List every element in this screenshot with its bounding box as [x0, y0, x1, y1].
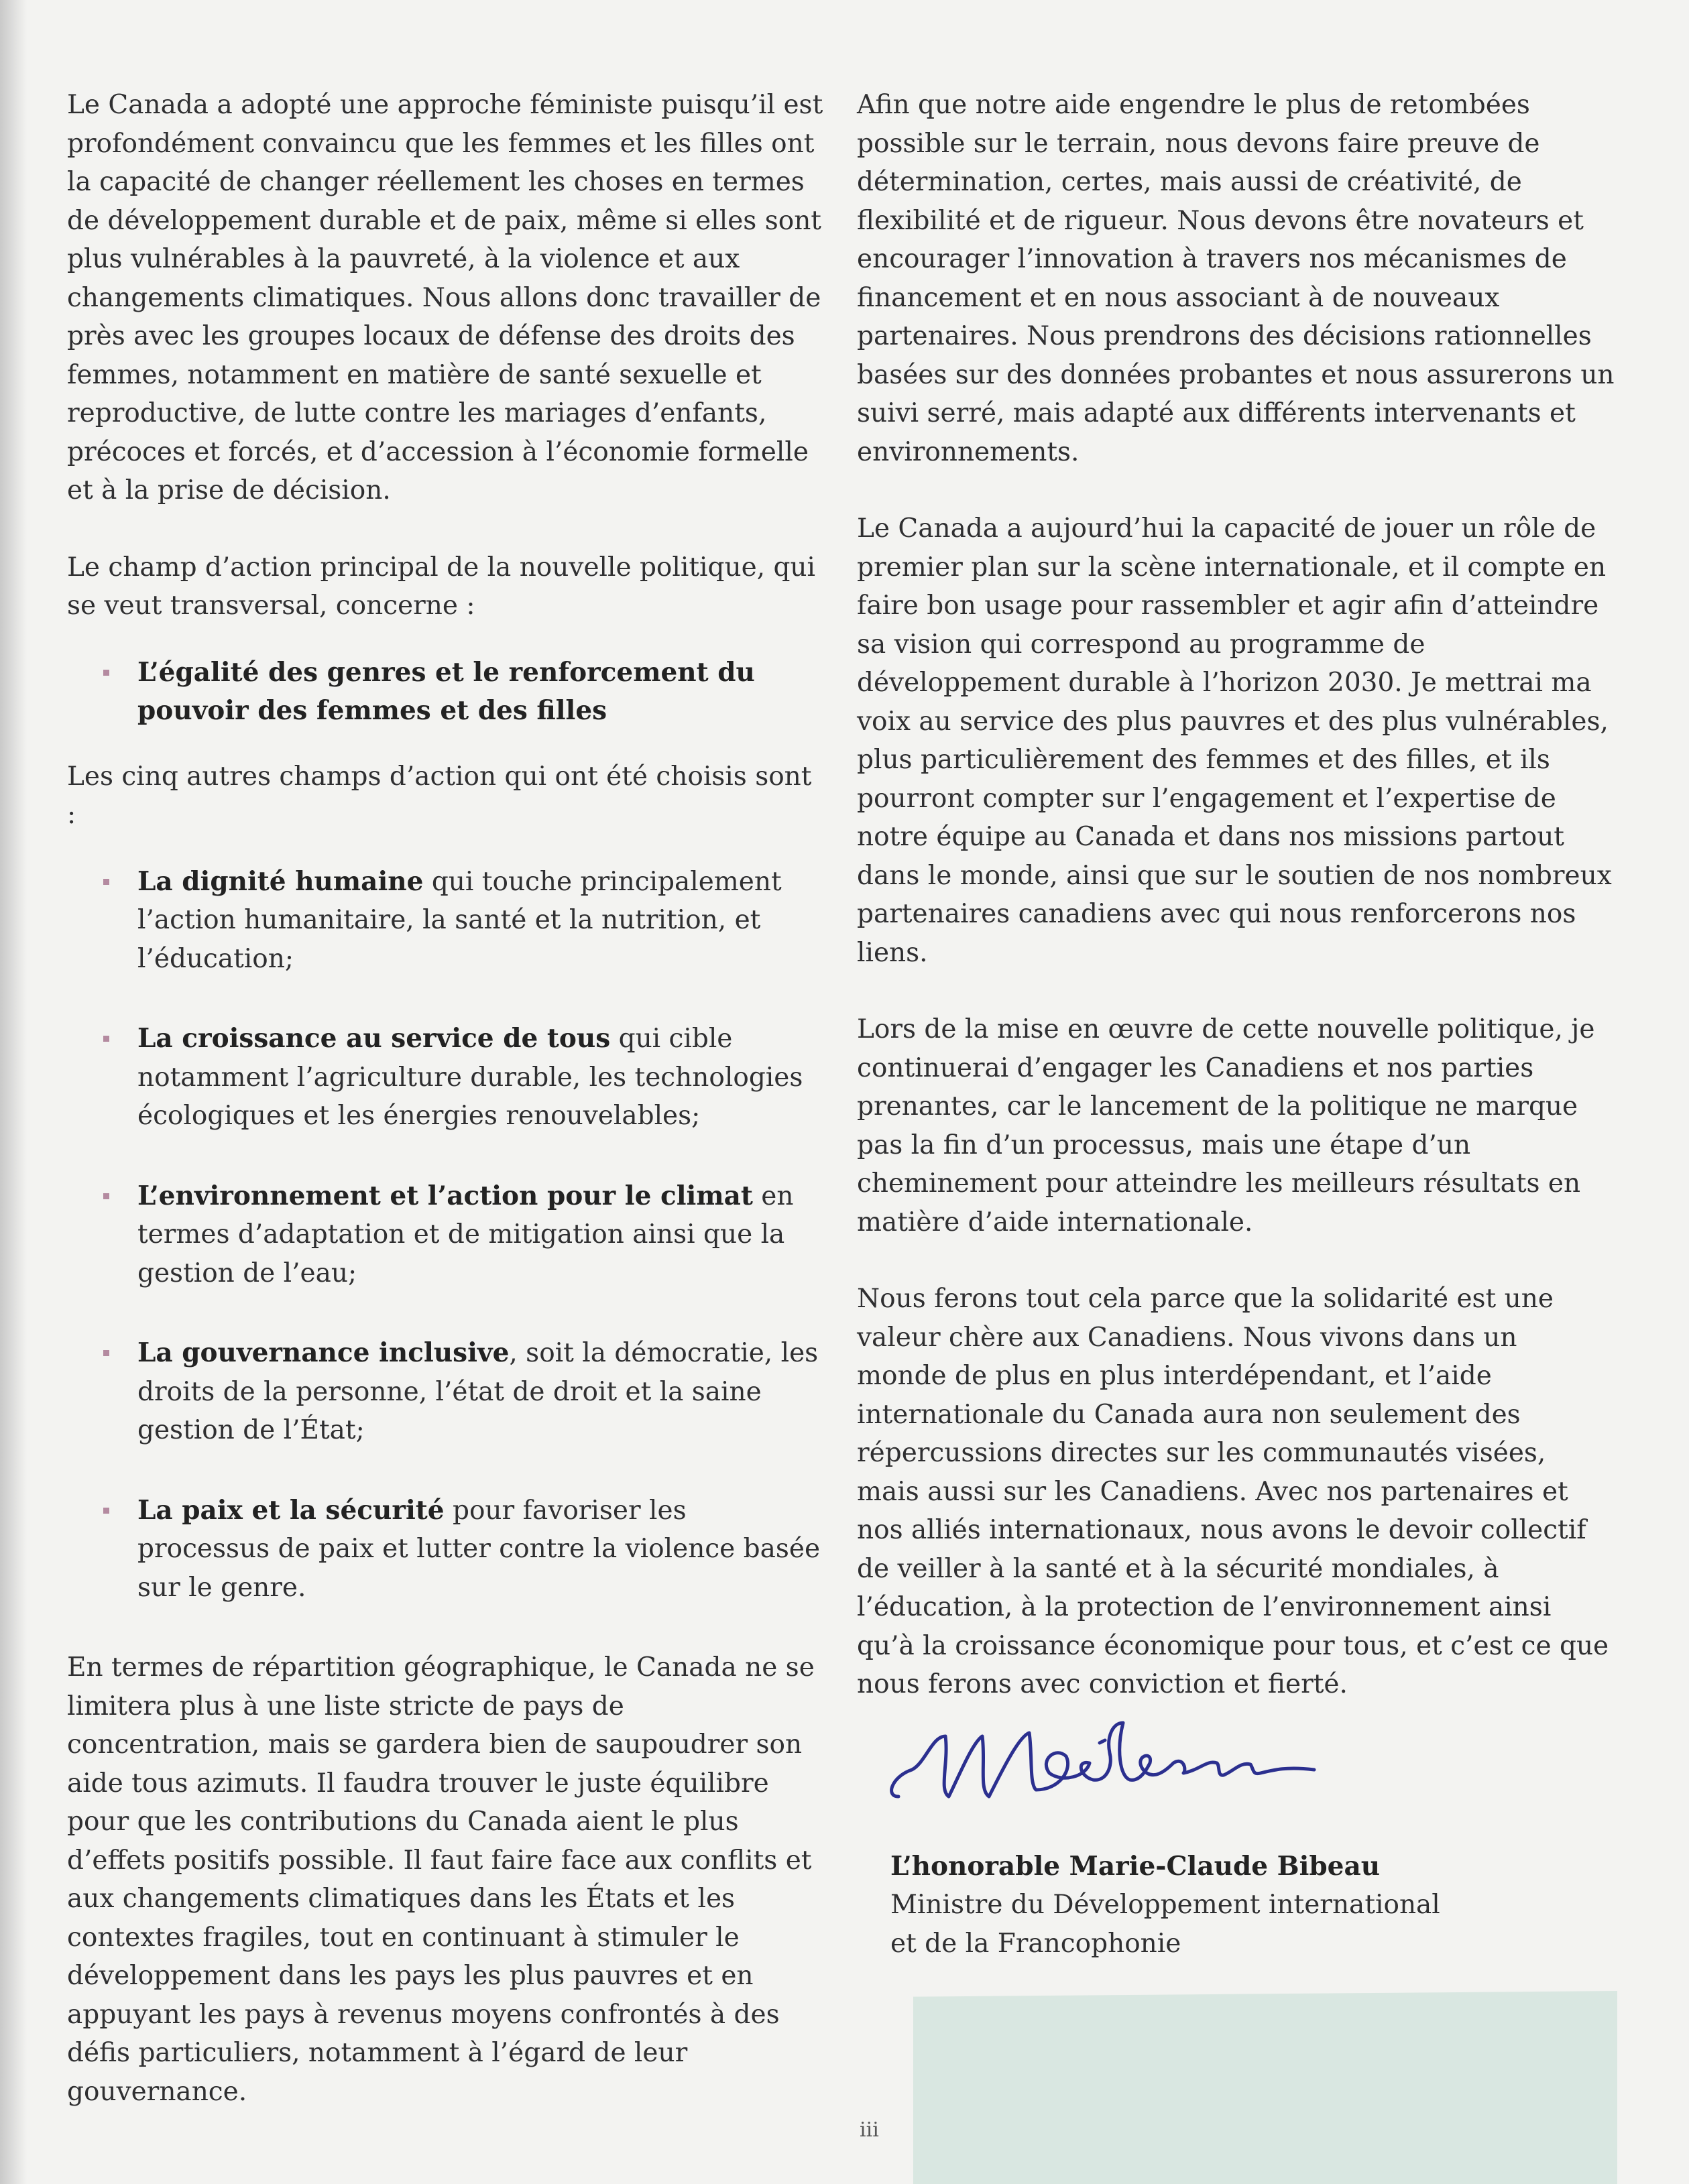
list-item [67, 1177, 825, 1293]
geography-paragraph: En termes de répartition géographique, le Canada ne se limitera plus à une liste stricte de pays de concentration, mais se gardera bien de saupoudrer son aide tous azimuts. Il faudra trouver le juste équilibre pour que les contributions du Canada aient le plus d’effets positifs possible. Il faut faire face aux conflits et aux changements climatiques dans les États et les contextes fragiles, tout en continuant à stimuler le développement dans les pays les plus pauvres et en appuyant les pays à revenus moyens confrontés à des défis particuliers, notamment à l’égard de leur gouvernance. [67, 1652, 815, 2107]
list-item [67, 1020, 825, 1136]
area-label: L’environnement et l’action pour le climat [137, 1180, 753, 1211]
list-item [67, 1492, 825, 1607]
signature-block [890, 1847, 1440, 1963]
main-area-intro: Le champ d’action principal de la nouvelle politique, qui se veut transversal, concerne : [67, 552, 815, 621]
page-gutter-shadow [0, 0, 27, 2184]
signatory-title: Ministre du Développement international [890, 1890, 1440, 1920]
area-description: qui cible notamment l’agriculture durable, les technologies écologiques et les énergies renouvelables; [137, 1024, 803, 1131]
area-description: , soit la démocratie, les droits de la personne, l’état de droit et la saine gestion de l’État; [137, 1338, 819, 1445]
signatory-name: L’honorable Marie-Claude Bibeau [890, 1851, 1381, 1882]
intro-paragraph: Le Canada a adopté une approche féministe puisqu’il est profondément convaincu que les femmes et les filles ont la capacité de changer réellement les choses en termes de développement durable et de paix, même si elles sont plus vulnérables à la pauvreté, à la violence et aux changements climatiques. Nous allons donc travailler de près avec les groupes locaux de défense des droits des femmes, notamment en matière de santé sexuelle et reproductive, de lutte contre les mariages d’enfants, précoces et forcés, et d’accession à l’économie formelle et à la prise de décision. [67, 90, 823, 505]
list-item [67, 654, 825, 731]
area-description: qui touche principalement l’action humanitaire, la santé et la nutrition, et l’éducation; [137, 866, 782, 974]
area-description: pour favoriser les processus de paix et lutter contre la violence basée sur le genre. [137, 1495, 821, 1603]
list-item [67, 1334, 825, 1450]
paragraph: Afin que notre aide engendre le plus de retombées possible sur le terrain, nous devons faire preuve de détermination, certes, mais aussi de créativité, de flexibilité et de rigueur. Nous devons être novateurs et encourager l’innovation à travers nos mécanismes de financement et en nous associant à de nouveaux partenaires. Nous prendrons des décisions rationnelles basées sur des données probantes et nous assurerons un suivi serré, mais adapté aux différents intervenants et environnements. [857, 90, 1615, 467]
decorative-green-panel [913, 1991, 1617, 2184]
right-column [857, 86, 1615, 1742]
paragraph: Lors de la mise en œuvre de cette nouvelle politique, je continuerai d’engager les Canadiens et nos parties prenantes, car le lancement de la politique ne marque pas la fin d’un processus, mais une étape d’un cheminement pour atteindre les meilleurs résultats en matière d’aide internationale. [857, 1014, 1595, 1237]
area-label: La dignité humaine [137, 865, 424, 897]
paragraph: Nous ferons tout cela parce que la solidarité est une valeur chère aux Canadiens. Nous vivons dans un monde de plus en plus interdépendant, et l’aide internationale du Canada aura non seulement des répercussions directes sur les communautés visées, mais aussi sur les Canadiens. Avec nos partenaires et nos alliés internationaux, nous avons le devoir collectif de veiller à la santé et à la sécurité mondiales, à l’éducation, à la protection de l’environnement ainsi qu’à la croissance économique pour tous, et c’est ce que nous ferons avec conviction et fierté. [857, 1284, 1609, 1699]
area-label: La croissance au service de tous [137, 1023, 611, 1054]
area-label: La paix et la sécurité [137, 1494, 445, 1526]
left-column [67, 86, 825, 2149]
handwritten-signature [885, 1696, 1368, 1817]
signatory-title: et de la Francophonie [890, 1929, 1181, 1959]
other-areas-intro: Les cinq autres champs d’action qui ont été choisis sont : [67, 761, 812, 830]
area-description: en termes d’adaptation et de mitigation ainsi que la gestion de l’eau; [137, 1180, 794, 1288]
other-areas-list [67, 863, 825, 1607]
paragraph: Le Canada a aujourd’hui la capacité de jouer un rôle de premier plan sur la scène internationale, et il compte en faire bon usage pour rassembler et agir afin d’atteindre sa vision qui correspond au programme de développement durable à l’horizon 2030. Je mettrai ma voix au service des plus pauvres et des plus vulnérables, plus particulièrement des femmes et des filles, et ils pourront compter sur l’engagement et l’expertise de notre équipe au Canada et dans nos missions partout dans le monde, ainsi que sur le soutien de nos nombreux partenaires canadiens avec qui nous renforcerons nos liens. [857, 513, 1612, 968]
page-number: iii [860, 2118, 879, 2142]
main-area-label: L’égalité des genres et le renforcement du pouvoir des femmes et des filles [137, 656, 755, 726]
list-item [67, 863, 825, 979]
area-label: La gouvernance inclusive [137, 1337, 510, 1368]
main-area-list [67, 654, 825, 731]
